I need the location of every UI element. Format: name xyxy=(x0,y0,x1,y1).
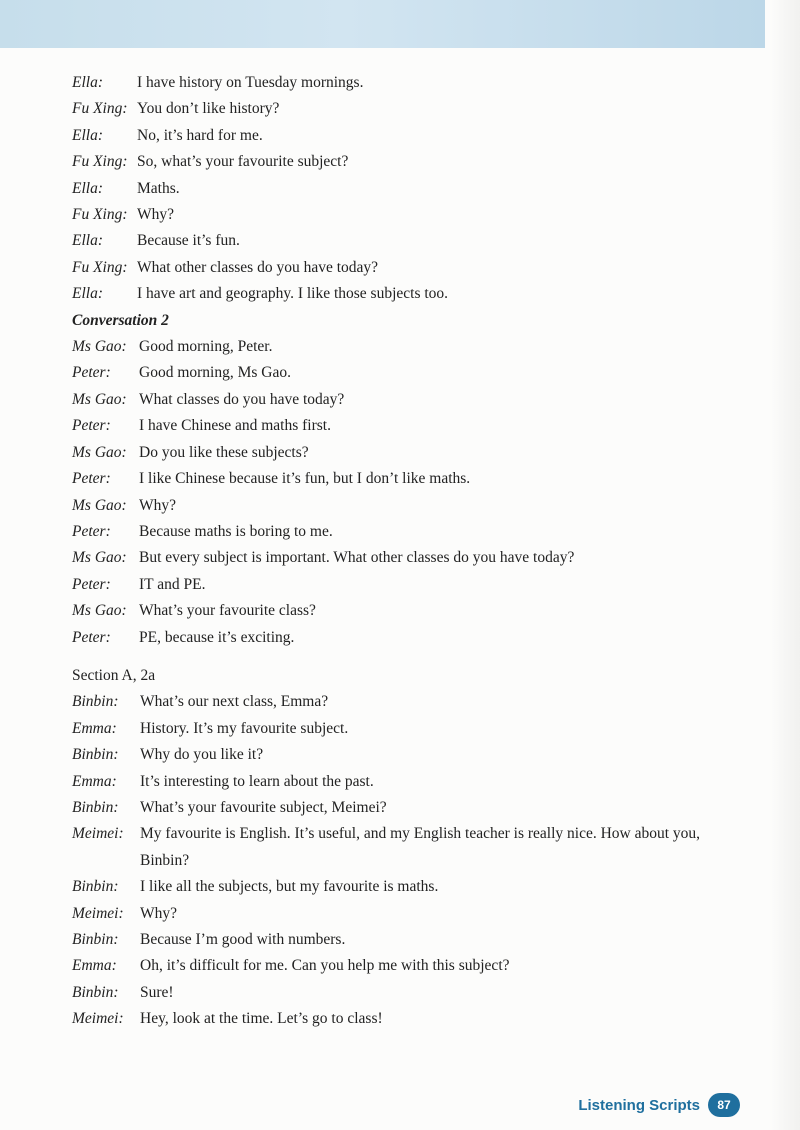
speaker-name: Ella: xyxy=(72,285,103,303)
speaker-name: Binbin: xyxy=(72,693,119,711)
dialogue-line xyxy=(72,953,732,979)
speaker-name: Ms Gao: xyxy=(72,338,127,356)
speaker-name: Emma: xyxy=(72,719,117,737)
footer-section-label: Listening Scripts xyxy=(578,1096,700,1114)
dialogue-line xyxy=(72,176,732,202)
speaker-name: Fu Xing: xyxy=(72,100,128,118)
page-edge-shadow xyxy=(770,0,800,1130)
dialogue-text: I have art and geography. I like those subjects too. xyxy=(137,285,449,303)
dialogue-line xyxy=(72,202,732,228)
conversation-1 xyxy=(72,70,732,308)
dialogue-text: What other classes do you have today? xyxy=(137,258,379,276)
speaker-name: Peter: xyxy=(72,575,111,593)
speaker-name: Ms Gao: xyxy=(72,390,127,408)
section-a-2a-heading: Section A, 2a xyxy=(72,666,156,684)
dialogue-line xyxy=(72,360,732,386)
dialogue-line xyxy=(72,572,732,598)
speaker-name: Ella: xyxy=(72,74,103,91)
section-a-2a-dialogue xyxy=(72,689,732,1032)
dialogue-text: What’s your favourite subject, Meimei? xyxy=(140,798,387,816)
dialogue-text: No, it’s hard for me. xyxy=(137,126,263,144)
dialogue-line xyxy=(72,1006,732,1032)
dialogue-line xyxy=(72,334,732,360)
dialogue-line xyxy=(72,545,732,571)
speaker-name: Ms Gao: xyxy=(72,496,127,514)
dialogue-text: Why? xyxy=(140,904,178,922)
dialogue-text: Do you like these subjects? xyxy=(139,443,309,461)
dialogue-text: Hey, look at the time. Let’s go to class! xyxy=(140,1010,383,1028)
speaker-name: Peter: xyxy=(72,417,111,435)
speaker-name: Binbin: xyxy=(72,983,119,1001)
dialogue-line xyxy=(72,716,732,742)
dialogue-text: PE, because it’s exciting. xyxy=(139,628,295,646)
dialogue-text: I have history on Tuesday mornings. xyxy=(137,74,364,91)
dialogue-text: I have Chinese and maths first. xyxy=(139,417,331,435)
listening-script-content xyxy=(72,70,732,1033)
dialogue-text: Oh, it’s difficult for me. Can you help me with this subject? xyxy=(140,957,510,975)
dialogue-line xyxy=(72,980,732,1006)
dialogue-text: What classes do you have today? xyxy=(139,390,345,408)
speaker-name: Ms Gao: xyxy=(72,549,127,567)
speaker-name: Binbin: xyxy=(72,878,119,896)
speaker-name: Binbin: xyxy=(72,931,119,948)
speaker-name: Fu Xing: xyxy=(72,258,128,276)
speaker-name: Fu Xing: xyxy=(72,206,128,224)
dialogue-line xyxy=(72,598,732,624)
dialogue-text: So, what’s your favourite subject? xyxy=(137,153,349,171)
conversation-2 xyxy=(72,334,732,651)
dialogue-line xyxy=(72,281,732,307)
dialogue-line xyxy=(72,70,732,96)
speaker-name: Ms Gao: xyxy=(72,602,127,620)
dialogue-line xyxy=(72,625,732,651)
dialogue-text: IT and PE. xyxy=(139,575,206,593)
speaker-name: Emma: xyxy=(72,772,117,790)
dialogue-line xyxy=(72,795,732,821)
page-number-badge: 87 xyxy=(708,1093,740,1117)
header-band xyxy=(0,0,765,48)
dialogue-text: But every subject is important. What other classes do you have today? xyxy=(139,549,575,567)
dialogue-line xyxy=(72,742,732,768)
dialogue-text: I like Chinese because it’s fun, but I don’t like maths. xyxy=(139,470,471,488)
speaker-name: Peter: xyxy=(72,522,111,540)
dialogue-text: My favourite is English. It’s useful, and my English teacher is really nice. How about you, Binbin? xyxy=(140,825,701,869)
dialogue-text: What’s our next class, Emma? xyxy=(140,693,329,711)
dialogue-text: What’s your favourite class? xyxy=(139,602,316,620)
speaker-name: Ms Gao: xyxy=(72,443,127,461)
dialogue-text: Because I’m good with numbers. xyxy=(140,931,346,948)
dialogue-line xyxy=(72,689,732,715)
speaker-name: Peter: xyxy=(72,364,111,382)
speaker-name: Ella: xyxy=(72,126,103,144)
dialogue-line xyxy=(72,519,732,545)
speaker-name: Fu Xing: xyxy=(72,153,128,171)
speaker-name: Meimei: xyxy=(72,825,124,843)
dialogue-line xyxy=(72,874,732,900)
speaker-name: Peter: xyxy=(72,628,111,646)
dialogue-line xyxy=(72,413,732,439)
page-footer xyxy=(578,1093,740,1117)
dialogue-text: Why? xyxy=(139,496,177,514)
dialogue-line xyxy=(72,96,732,122)
speaker-name: Emma: xyxy=(72,957,117,975)
dialogue-text: History. It’s my favourite subject. xyxy=(140,719,349,737)
speaker-name: Meimei: xyxy=(72,1010,124,1028)
dialogue-line xyxy=(72,901,732,927)
dialogue-text: Why do you like it? xyxy=(140,746,264,764)
dialogue-text: I like all the subjects, but my favourite is maths. xyxy=(140,878,439,896)
dialogue-line xyxy=(72,387,732,413)
dialogue-text: Why? xyxy=(137,206,175,224)
dialogue-line xyxy=(72,228,732,254)
dialogue-text: Good morning, Peter. xyxy=(139,338,273,356)
dialogue-line xyxy=(72,466,732,492)
dialogue-text: Because it’s fun. xyxy=(137,232,240,250)
dialogue-line xyxy=(72,493,732,519)
speaker-name: Binbin: xyxy=(72,798,119,816)
conversation-2-heading: Conversation 2 xyxy=(72,311,169,329)
dialogue-text: Good morning, Ms Gao. xyxy=(139,364,291,382)
dialogue-line xyxy=(72,149,732,175)
speaker-name: Ella: xyxy=(72,179,103,197)
dialogue-text: Because maths is boring to me. xyxy=(139,522,333,540)
dialogue-text: Maths. xyxy=(137,179,180,197)
dialogue-line xyxy=(72,440,732,466)
dialogue-line xyxy=(72,821,732,874)
dialogue-line xyxy=(72,123,732,149)
speaker-name: Ella: xyxy=(72,232,103,250)
speaker-name: Peter: xyxy=(72,470,111,488)
speaker-name: Meimei: xyxy=(72,904,124,922)
dialogue-text: It’s interesting to learn about the past. xyxy=(140,772,374,790)
dialogue-text: Sure! xyxy=(140,983,174,1001)
dialogue-line xyxy=(72,255,732,281)
dialogue-line xyxy=(72,769,732,795)
dialogue-line xyxy=(72,927,732,953)
speaker-name: Binbin: xyxy=(72,746,119,764)
dialogue-text: You don’t like history? xyxy=(137,100,280,118)
